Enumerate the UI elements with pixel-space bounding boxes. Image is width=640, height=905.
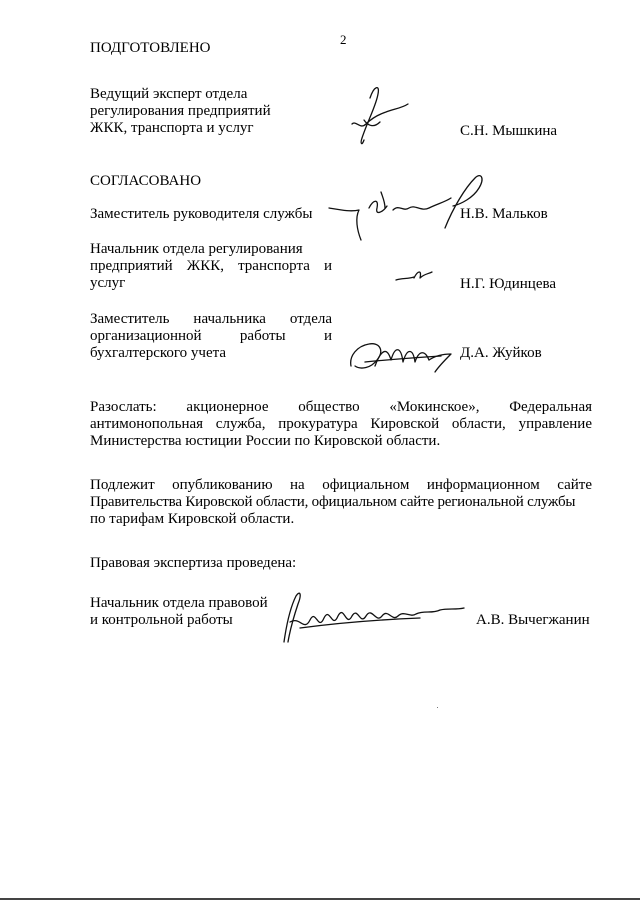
- signature-vychegzhanin: [270, 588, 470, 648]
- distribution-line: антимонопольная служба, прокуратура Кировской области, управление: [90, 416, 592, 432]
- distribution-line: Разослать: акционерное общество «Мокинское», Федеральная: [90, 399, 592, 415]
- prepared-position-line: Ведущий эксперт отдела: [90, 86, 248, 102]
- agreed-position-line: предприятий ЖКК, транспорта и: [90, 258, 332, 274]
- agreed-position-line: Начальник отдела регулирования: [90, 241, 303, 257]
- scan-bottom-line: [0, 898, 640, 900]
- prepared-position-line: ЖКК, транспорта и услуг: [90, 120, 254, 136]
- publication-line: по тарифам Кировской области.: [90, 511, 295, 527]
- publication-paragraph: [90, 477, 592, 528]
- legal-review-position-line: и контрольной работы: [90, 612, 233, 628]
- distribution-paragraph: [90, 399, 592, 450]
- agreed-position-line: услуг: [90, 275, 126, 291]
- legal-review-name: А.В. Вычегжанин: [476, 612, 590, 628]
- signature-zhuikov: [345, 330, 460, 378]
- distribution-line: Министерства юстиции России по Кировской области.: [90, 433, 441, 449]
- agreed-position-line: организационной работы и: [90, 328, 332, 344]
- agreed-position-1: Заместитель руководителя службы: [90, 206, 313, 222]
- publication-line: Правительства Кировской области, официальном сайте региональной службы: [90, 494, 576, 510]
- signature-myshkina: [340, 80, 430, 160]
- page-number: 2: [340, 32, 347, 47]
- agreed-position-line: бухгалтерского учета: [90, 345, 227, 361]
- agreed-position-3: [90, 311, 332, 362]
- prepared-position: [90, 86, 350, 137]
- legal-review-statement: Правовая экспертиза проведена:: [90, 555, 297, 571]
- publication-line: Подлежит опубликованию на официальном информационном сайте: [90, 477, 592, 493]
- legal-review-position-line: Начальник отдела правовой: [90, 595, 268, 611]
- agreed-name-2: Н.Г. Юдинцева: [460, 276, 557, 292]
- signature-yudintseva: [392, 266, 442, 288]
- scan-speck: [437, 707, 438, 708]
- prepared-heading: ПОДГОТОВЛЕНО: [90, 40, 211, 56]
- agreed-name-1: Н.В. Мальков: [460, 206, 548, 222]
- agreed-position-2: [90, 241, 332, 292]
- agreed-position-line: Заместитель начальника отдела: [90, 311, 332, 327]
- agreed-name-3: Д.А. Жуйков: [460, 345, 542, 361]
- prepared-name: С.Н. Мышкина: [460, 123, 558, 139]
- legal-review-position: [90, 595, 290, 629]
- agreed-heading: СОГЛАСОВАНО: [90, 173, 202, 189]
- prepared-position-line: регулирования предприятий: [90, 103, 271, 119]
